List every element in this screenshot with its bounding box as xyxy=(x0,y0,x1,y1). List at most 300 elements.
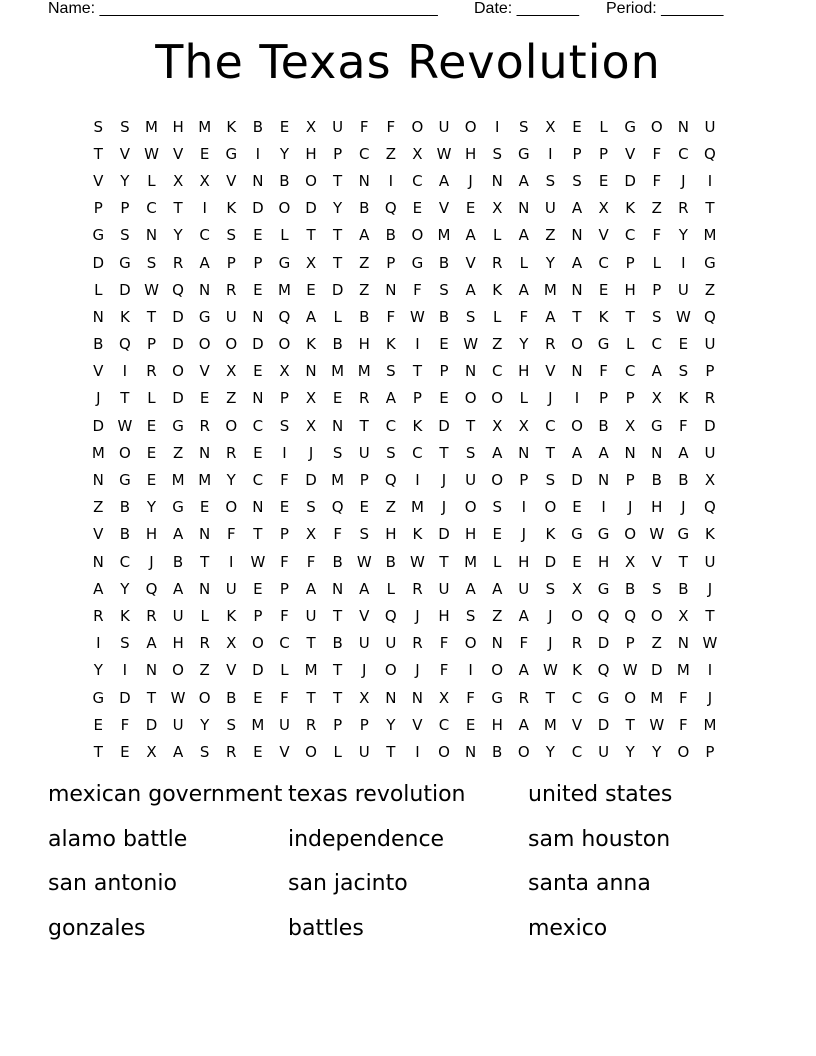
grid-letter: U xyxy=(385,634,397,653)
page-title: The Texas Revolution xyxy=(155,35,661,89)
grid-letter: L xyxy=(493,552,502,571)
grid-letter: X xyxy=(678,606,689,625)
grid-letter: H xyxy=(464,525,477,544)
grid-letter: E xyxy=(253,688,263,707)
grid-letter: T xyxy=(306,688,316,707)
grid-letter: V xyxy=(545,362,556,381)
grid-letter: D xyxy=(92,253,105,272)
grid-letter: S xyxy=(226,226,237,245)
grid-letter: A xyxy=(172,742,184,761)
grid-letter: V xyxy=(359,606,370,625)
grid-letter: P xyxy=(599,144,609,163)
grid-letter: K xyxy=(226,117,237,136)
name-field-label: Name: ______________________________________ xyxy=(48,0,438,17)
grid-letter: E xyxy=(572,498,582,517)
grid-letter: D xyxy=(624,171,636,190)
grid-letter: J xyxy=(707,579,713,598)
grid-letter: F xyxy=(652,226,662,245)
grid-letter: G xyxy=(517,144,530,163)
grid-letter: K xyxy=(119,606,130,625)
grid-letter: X xyxy=(625,552,636,571)
grid-letter: K xyxy=(412,525,423,544)
grid-letter: E xyxy=(412,199,423,218)
grid-letter: V xyxy=(651,552,662,571)
grid-letter: A xyxy=(492,443,503,462)
grid-letter: W xyxy=(410,552,425,571)
grid-letter: P xyxy=(93,199,103,218)
grid-letter: G xyxy=(225,144,238,163)
grid-letter: M xyxy=(437,226,451,245)
grid-letter: E xyxy=(492,525,502,544)
grid-letter: W xyxy=(649,715,665,734)
grid-letter: T xyxy=(93,742,103,761)
grid-letter: U xyxy=(332,117,344,136)
grid-letter: O xyxy=(544,498,557,517)
grid-letter: Z xyxy=(492,606,503,625)
grid-letter: T xyxy=(466,416,476,435)
grid-letter: O xyxy=(172,362,184,381)
grid-letter: O xyxy=(225,498,238,517)
grid-letter: F xyxy=(439,634,449,653)
grid-letter: C xyxy=(438,715,450,734)
grid-letter: J xyxy=(681,171,686,190)
period-field-label: Period: _______ xyxy=(606,0,724,17)
grid-letter: A xyxy=(359,579,370,598)
grid-letter: Q xyxy=(597,661,610,680)
grid-letter: T xyxy=(386,742,396,761)
grid-letter: I xyxy=(574,389,580,408)
grid-letter: N xyxy=(651,443,663,462)
grid-letter: O xyxy=(571,416,583,435)
grid-letter: C xyxy=(491,362,503,381)
grid-letter: I xyxy=(122,362,128,381)
grid-letter: E xyxy=(572,552,582,571)
grid-letter: T xyxy=(359,416,369,435)
grid-letter: K xyxy=(492,280,503,299)
grid-letter: O xyxy=(384,661,397,680)
grid-letter: K xyxy=(572,661,582,680)
grid-letter: I xyxy=(255,144,261,163)
grid-letter: C xyxy=(624,226,636,245)
grid-letter: I xyxy=(96,634,101,653)
grid-letter: A xyxy=(93,579,104,598)
grid-letter: X xyxy=(305,117,317,136)
grid-letter: Y xyxy=(279,144,290,163)
grid-letter: M xyxy=(198,471,212,490)
grid-letter: O xyxy=(464,117,477,136)
grid-letter: I xyxy=(202,199,207,218)
grid-letter: I xyxy=(707,661,713,680)
grid-letter: X xyxy=(704,471,716,490)
grid-letter: E xyxy=(253,579,263,598)
grid-letter: Z xyxy=(651,199,662,218)
grid-letter: N xyxy=(145,226,158,245)
grid-letter: U xyxy=(677,280,689,299)
grid-letter: G xyxy=(597,525,610,544)
grid-letter: U xyxy=(225,307,237,326)
grid-letter: N xyxy=(199,579,211,598)
grid-letter: A xyxy=(305,307,317,326)
grid-letter: Z xyxy=(359,253,370,272)
grid-letter: M xyxy=(331,362,345,381)
grid-letter: E xyxy=(253,226,263,245)
grid-letter: I xyxy=(122,661,128,680)
grid-letter: Z xyxy=(385,498,396,517)
grid-letter: W xyxy=(463,335,479,354)
grid-letter: T xyxy=(439,552,449,571)
grid-letter: E xyxy=(439,335,449,354)
grid-letter: V xyxy=(93,362,104,381)
grid-letter: S xyxy=(545,171,556,190)
grid-letter: P xyxy=(519,471,529,490)
grid-letter: R xyxy=(146,606,157,625)
word-bank-item: mexican government xyxy=(48,782,283,807)
grid-letter: X xyxy=(571,579,583,598)
grid-letter: F xyxy=(519,634,529,653)
grid-letter: O xyxy=(225,416,238,435)
grid-letter: B xyxy=(438,307,450,326)
grid-letter: F xyxy=(333,525,342,544)
grid-letter: P xyxy=(226,253,236,272)
grid-letter: P xyxy=(120,199,130,218)
grid-letter: Y xyxy=(333,199,343,218)
word-bank-item: mexico xyxy=(528,915,608,941)
date-field-label: Date: _______ xyxy=(474,0,579,17)
grid-letter: D xyxy=(119,280,131,299)
grid-letter: E xyxy=(120,742,130,761)
grid-letter: B xyxy=(598,416,609,435)
grid-letter: E xyxy=(146,471,157,490)
grid-letter: U xyxy=(438,579,450,598)
grid-letter: U xyxy=(465,471,477,490)
grid-letter: L xyxy=(333,307,342,326)
grid-letter: R xyxy=(678,199,689,218)
grid-letter: Y xyxy=(545,253,555,272)
grid-letter: L xyxy=(625,335,635,354)
grid-letter: O xyxy=(198,335,211,354)
grid-letter: N xyxy=(597,471,610,490)
grid-letter: N xyxy=(571,226,583,245)
grid-letter: P xyxy=(386,253,396,272)
grid-letter: O xyxy=(491,471,504,490)
grid-letter: S xyxy=(465,606,476,625)
grid-letter: U xyxy=(305,606,317,625)
grid-letter: M xyxy=(304,661,318,680)
grid-letter: C xyxy=(678,144,689,163)
grid-letter: A xyxy=(385,389,396,408)
grid-letter: Y xyxy=(545,742,555,761)
grid-letter: Z xyxy=(172,443,184,462)
grid-letter: O xyxy=(677,742,690,761)
grid-letter: Z xyxy=(704,280,716,299)
grid-letter: T xyxy=(146,688,157,707)
grid-letter: P xyxy=(333,715,343,734)
grid-letter: T xyxy=(545,688,555,707)
grid-letter: Y xyxy=(678,226,688,245)
grid-letter: D xyxy=(145,715,158,734)
grid-letter: E xyxy=(332,389,343,408)
grid-letter: I xyxy=(494,117,500,136)
grid-letter: Z xyxy=(93,498,104,517)
grid-letter: J xyxy=(415,606,420,625)
grid-letter: A xyxy=(518,661,529,680)
word-bank-item: independence xyxy=(288,826,445,852)
grid-letter: U xyxy=(278,715,290,734)
grid-letter: M xyxy=(676,661,690,680)
grid-letter: X xyxy=(305,253,317,272)
grid-letter: T xyxy=(120,389,130,408)
grid-letter: O xyxy=(305,742,317,761)
grid-letter: S xyxy=(545,471,556,490)
grid-letter: E xyxy=(598,171,609,190)
grid-letter: I xyxy=(282,443,287,462)
grid-letter: E xyxy=(572,117,582,136)
grid-letter: G xyxy=(198,307,211,326)
word-bank-item: battles xyxy=(288,915,364,941)
grid-letter: V xyxy=(412,715,423,734)
grid-letter: L xyxy=(386,579,395,598)
grid-letter: H xyxy=(651,498,663,517)
grid-letter: R xyxy=(226,443,237,462)
grid-letter: Q xyxy=(145,579,158,598)
grid-letter: S xyxy=(465,307,476,326)
grid-letter: X xyxy=(438,688,450,707)
grid-letter: P xyxy=(599,389,609,408)
grid-letter: L xyxy=(280,661,289,680)
grid-letter: O xyxy=(411,226,424,245)
grid-letter: X xyxy=(492,416,503,435)
grid-letter: D xyxy=(172,335,184,354)
grid-letter: W xyxy=(144,144,159,163)
grid-letter: Q xyxy=(384,471,397,490)
grid-letter: N xyxy=(464,742,477,761)
grid-letter: F xyxy=(386,307,396,326)
grid-letter: C xyxy=(119,552,131,571)
grid-letter: J xyxy=(415,661,420,680)
grid-letter: B xyxy=(252,117,263,136)
grid-letter: N xyxy=(491,171,503,190)
grid-letter: N xyxy=(199,443,211,462)
grid-letter: C xyxy=(412,171,423,190)
grid-letter: G xyxy=(172,498,184,517)
grid-letter: T xyxy=(705,199,715,218)
grid-letter: E xyxy=(253,280,263,299)
grid-letter: L xyxy=(333,742,342,761)
grid-letter: P xyxy=(333,144,343,163)
grid-letter: R xyxy=(226,742,237,761)
grid-letter: O xyxy=(278,335,291,354)
grid-letter: H xyxy=(518,552,530,571)
grid-letter: M xyxy=(277,280,291,299)
grid-letter: D xyxy=(331,280,344,299)
grid-letter: C xyxy=(571,742,583,761)
grid-letter: T xyxy=(439,443,449,462)
grid-letter: R xyxy=(545,335,556,354)
grid-letter: T xyxy=(333,253,343,272)
grid-letter: X xyxy=(305,416,317,435)
grid-letter: B xyxy=(651,471,662,490)
grid-letter: X xyxy=(226,362,237,381)
grid-letter: O xyxy=(464,389,477,408)
grid-letter: G xyxy=(650,416,663,435)
grid-letter: W xyxy=(117,416,133,435)
grid-letter: R xyxy=(359,389,370,408)
grid-letter: P xyxy=(652,280,662,299)
grid-letter: F xyxy=(519,307,529,326)
grid-letter: C xyxy=(545,416,556,435)
grid-letter: Q xyxy=(331,498,344,517)
grid-letter: N xyxy=(518,443,530,462)
grid-letter: C xyxy=(252,416,264,435)
grid-letter: G xyxy=(677,525,690,544)
grid-letter: X xyxy=(492,199,503,218)
grid-letter: P xyxy=(146,335,156,354)
grid-letter: W xyxy=(542,661,558,680)
grid-letter: D xyxy=(597,715,610,734)
grid-letter: N xyxy=(305,362,317,381)
grid-letter: K xyxy=(705,525,715,544)
grid-letter: H xyxy=(438,606,450,625)
grid-letter: D xyxy=(571,471,583,490)
grid-letter: O xyxy=(118,443,131,462)
grid-letter: B xyxy=(385,226,396,245)
grid-letter: P xyxy=(412,389,422,408)
word-bank-item: santa anna xyxy=(528,871,651,896)
grid-letter: V xyxy=(226,171,237,190)
grid-letter: U xyxy=(225,579,237,598)
grid-letter: Q xyxy=(704,144,716,163)
grid-letter: J xyxy=(548,634,553,653)
word-bank xyxy=(48,775,788,953)
grid-letter: S xyxy=(306,498,316,517)
grid-letter: V xyxy=(93,171,104,190)
grid-letter: T xyxy=(625,307,635,326)
grid-letter: P xyxy=(625,253,635,272)
grid-letter: S xyxy=(652,579,662,598)
grid-letter: B xyxy=(492,742,503,761)
grid-letter: C xyxy=(651,335,662,354)
grid-letter: Q xyxy=(597,606,610,625)
word-bank-item: sam houston xyxy=(528,826,671,852)
grid-letter: F xyxy=(679,416,688,435)
grid-letter: L xyxy=(493,307,502,326)
grid-letter: W xyxy=(170,688,186,707)
grid-letter: F xyxy=(679,715,688,734)
grid-letter: Y xyxy=(519,335,529,354)
grid-letter: R xyxy=(571,634,583,653)
grid-letter: G xyxy=(172,416,184,435)
grid-letter: S xyxy=(652,307,662,326)
grid-letter: E xyxy=(306,280,316,299)
grid-letter: H xyxy=(305,144,317,163)
grid-letter: D xyxy=(305,471,317,490)
grid-letter: M xyxy=(198,117,212,136)
grid-letter: J xyxy=(548,606,553,625)
grid-letter: S xyxy=(120,634,130,653)
grid-letter: B xyxy=(93,335,104,354)
grid-letter: K xyxy=(412,416,423,435)
grid-letter: I xyxy=(681,253,686,272)
word-bank-item: united states xyxy=(528,782,673,807)
grid-letter: B xyxy=(332,552,343,571)
grid-letter: T xyxy=(333,226,343,245)
grid-letter: I xyxy=(229,552,234,571)
grid-letter: P xyxy=(279,579,289,598)
grid-letter: N xyxy=(358,171,370,190)
grid-letter: L xyxy=(147,171,156,190)
grid-letter: B xyxy=(172,552,184,571)
grid-letter: P xyxy=(705,362,715,381)
grid-letter: A xyxy=(598,443,609,462)
grid-letter: A xyxy=(518,715,529,734)
grid-letter: W xyxy=(250,552,266,571)
grid-letter: T xyxy=(545,443,555,462)
grid-letter: P xyxy=(359,715,369,734)
grid-letter: L xyxy=(280,226,289,245)
grid-letter: H xyxy=(518,362,530,381)
grid-letter: C xyxy=(571,688,583,707)
grid-letter: F xyxy=(306,552,316,571)
grid-letter: Y xyxy=(226,471,236,490)
grid-letter: N xyxy=(92,307,104,326)
grid-letter: P xyxy=(439,362,449,381)
grid-letter: O xyxy=(571,606,583,625)
grid-letter: U xyxy=(172,715,184,734)
grid-letter: D xyxy=(704,416,716,435)
grid-letter: S xyxy=(359,525,369,544)
grid-letter: I xyxy=(388,171,394,190)
grid-letter: V xyxy=(172,144,184,163)
grid-letter: F xyxy=(439,661,449,680)
grid-letter: T xyxy=(572,307,582,326)
grid-letter: B xyxy=(625,579,636,598)
grid-letter: Q xyxy=(384,199,397,218)
grid-letter: N xyxy=(145,661,158,680)
grid-letter: V xyxy=(226,661,237,680)
grid-letter: G xyxy=(571,525,583,544)
grid-letter: M xyxy=(145,117,158,136)
grid-letter: L xyxy=(200,606,209,625)
grid-letter: G xyxy=(92,688,105,707)
grid-letter: A xyxy=(545,307,556,326)
grid-letter: Z xyxy=(226,389,237,408)
grid-letter: J xyxy=(548,389,553,408)
grid-letter: D xyxy=(252,661,264,680)
grid-letter: D xyxy=(252,199,264,218)
grid-letter: N xyxy=(252,389,264,408)
grid-letter: J xyxy=(681,498,686,517)
grid-letter: V xyxy=(119,144,131,163)
grid-letter: R xyxy=(412,634,423,653)
grid-letter: M xyxy=(543,715,557,734)
grid-letter: X xyxy=(412,144,423,163)
grid-letter: X xyxy=(518,416,529,435)
grid-letter: N xyxy=(491,634,503,653)
grid-letter: W xyxy=(436,144,452,163)
grid-letter: V xyxy=(571,715,583,734)
grid-letter: G xyxy=(278,253,291,272)
grid-letter: S xyxy=(332,443,343,462)
grid-letter: D xyxy=(650,661,663,680)
grid-letter: P xyxy=(625,634,635,653)
grid-letter: J xyxy=(149,552,154,571)
grid-letter: L xyxy=(493,226,502,245)
grid-letter: N xyxy=(332,416,344,435)
grid-letter: A xyxy=(172,579,184,598)
grid-letter: B xyxy=(119,498,131,517)
grid-letter: I xyxy=(415,335,420,354)
grid-letter: D xyxy=(544,552,557,571)
